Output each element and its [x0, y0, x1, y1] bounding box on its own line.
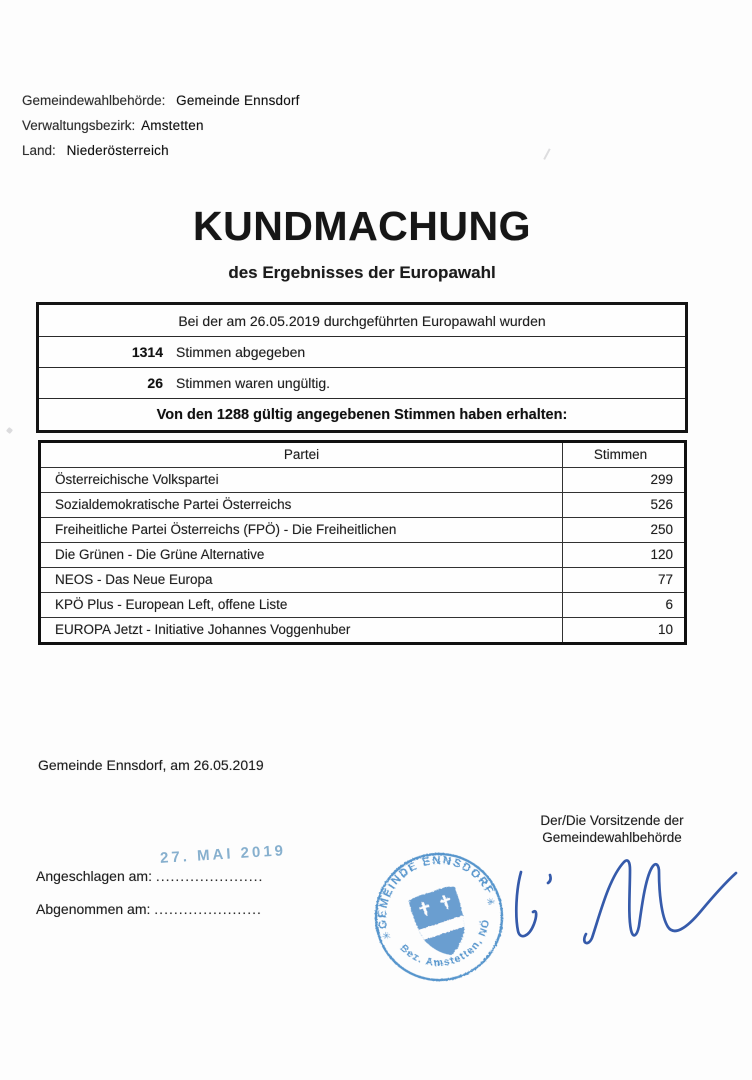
- results-table: [38, 440, 687, 645]
- summary-stat-row: [39, 367, 685, 398]
- removed-on-label: Abgenommen am:: [36, 901, 151, 917]
- party-votes: 250: [650, 522, 673, 537]
- page-title: KUNDMACHUNG: [192, 203, 532, 249]
- posted-on-dotted-line: ......................: [155, 868, 264, 884]
- authority-value: Gemeinde Ennsdorf: [176, 93, 300, 108]
- seal-left-star: ✳: [381, 930, 393, 944]
- votes-cast-label: Stimmen abgegeben: [176, 344, 306, 360]
- party-name: Österreichische Volkspartei: [41, 468, 563, 492]
- party-votes: 299: [650, 472, 673, 487]
- removed-on-line: [36, 901, 262, 917]
- party-votes: 526: [650, 497, 673, 512]
- signature: [503, 842, 751, 970]
- invalid-votes-value: 26: [147, 375, 163, 391]
- signature-stroke: [548, 875, 551, 883]
- votes-cast-value: 1314: [131, 344, 163, 360]
- authority-line: [22, 88, 300, 113]
- authority-label: Gemeindewahlbehörde:: [22, 93, 166, 108]
- signature-stroke: [584, 860, 736, 943]
- table-row: [41, 592, 684, 617]
- table-row: [41, 617, 684, 642]
- removed-on-dotted-line: ......................: [154, 901, 262, 917]
- district-value: Amstetten: [141, 118, 204, 133]
- party-votes: 10: [657, 622, 673, 637]
- municipal-seal-stamp-icon: [370, 848, 508, 986]
- invalid-votes-label: Stimmen waren ungültig.: [176, 375, 331, 391]
- state-value: Niederösterreich: [66, 143, 169, 158]
- chairperson-block: [508, 812, 716, 846]
- election-summary-box: [36, 302, 688, 433]
- chairperson-line1: Der/Die Vorsitzende der: [540, 813, 684, 828]
- table-row: [41, 467, 684, 492]
- table-header-row: [41, 443, 684, 467]
- party-votes: 6: [665, 597, 673, 612]
- party-name: KPÖ Plus - European Left, offene Liste: [41, 593, 563, 617]
- place-and-date: Gemeinde Ennsdorf, am 26.05.2019: [38, 757, 264, 773]
- party-name: EUROPA Jetzt - Initiative Johannes Voggenhuber: [41, 618, 563, 642]
- party-name: Die Grünen - Die Grüne Alternative: [41, 543, 563, 567]
- table-row: [41, 492, 684, 517]
- posted-on-line: [36, 868, 263, 884]
- valid-votes-line: Von den 1288 gültig angegebenen Stimmen haben erhalten:: [39, 398, 685, 430]
- column-header-votes: Stimmen: [593, 447, 648, 462]
- page-subtitle: des Ergebnisses der Europawahl: [228, 263, 496, 282]
- state-line: [22, 138, 300, 163]
- chairperson-line2: Gemeindewahlbehörde: [542, 830, 682, 845]
- date-stamp: 27. MAI 2019: [159, 842, 287, 867]
- party-name: Freiheitliche Partei Österreichs (FPÖ) - Die Freiheitlichen: [41, 518, 563, 542]
- state-label: Land:: [22, 143, 56, 158]
- seal-top-text: GEMEINDE ENNSDORF: [376, 854, 496, 930]
- posted-on-label: Angeschlagen am:: [36, 868, 152, 884]
- seal-bottom-text: Bez. Amstetten, NÖ: [397, 917, 493, 969]
- table-row: [41, 517, 684, 542]
- district-label: Verwaltungsbezirk:: [22, 118, 136, 133]
- scan-artifact: [6, 427, 13, 434]
- party-votes: 77: [657, 572, 673, 587]
- table-row: [41, 542, 684, 567]
- seal-right-star: ✳: [485, 896, 498, 910]
- party-votes: 120: [650, 547, 673, 562]
- document-header-meta: [22, 88, 300, 163]
- party-name: Sozialdemokratische Partei Österreichs: [41, 493, 563, 517]
- summary-intro: Bei der am 26.05.2019 durchgeführten Europawahl wurden: [178, 312, 546, 329]
- signature-stroke: [516, 872, 536, 936]
- column-header-party: Partei: [41, 443, 563, 467]
- district-line: [22, 113, 300, 138]
- party-name: NEOS - Das Neue Europa: [41, 568, 563, 592]
- table-row: [41, 567, 684, 592]
- summary-stat-row: [39, 336, 685, 367]
- scan-artifact: [543, 148, 550, 159]
